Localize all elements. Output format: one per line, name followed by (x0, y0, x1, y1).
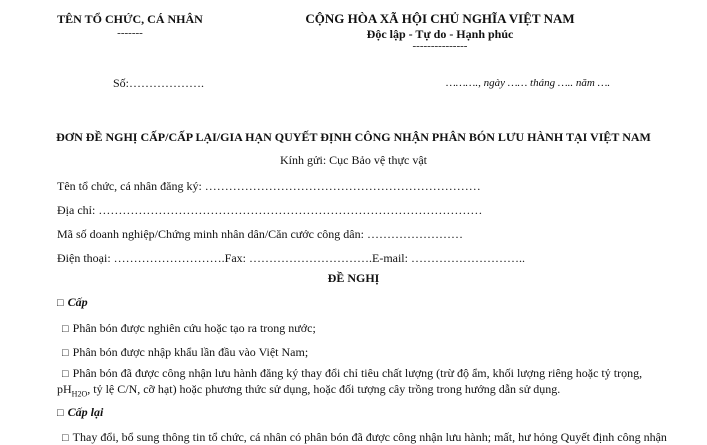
org-divider: ------- (117, 27, 143, 39)
option-cap-lai (57, 405, 103, 420)
date-line: ………., ngày …… tháng ….. năm …. (446, 77, 611, 89)
recipient-line: Kính gửi: Cục Bảo vệ thực vật (280, 153, 427, 167)
cap-item-3-line1: Phân bón đã được công nhận lưu hành đăng ký thay đổi chỉ tiêu chất lượng (trừ độ ẩm, khối lượng riêng hoặc tỷ trọng, (72, 366, 643, 380)
cap-item-2 (62, 345, 308, 360)
cap-lai-item-1-text: Thay đổi, bổ sung thông tin tổ chức, cá nhân có phân bón đã được công nhận lưu hành; mất, hư hỏng Quyết định công nhận (72, 430, 667, 444)
checkbox-icon[interactable]: □ (57, 297, 64, 309)
checkbox-icon[interactable]: □ (62, 432, 69, 444)
ph-subscript: H2O (71, 389, 88, 399)
document-number: Số:………………. (113, 76, 205, 90)
cap-lai-item-1 (62, 430, 667, 445)
cap-item-3 (62, 366, 642, 381)
option-cap-label: Cấp (67, 295, 88, 309)
motto-divider: --------------- (412, 40, 468, 52)
checkbox-icon[interactable]: □ (62, 347, 69, 359)
field-id-number: Mã số doanh nghiệp/Chứng minh nhân dân/Căn cước công dân: …………………… (57, 227, 463, 241)
field-org-register: Tên tổ chức, cá nhân đăng ký: …………………………………………………………… (57, 179, 481, 193)
ph-text: pH (57, 382, 72, 396)
document-title: ĐƠN ĐỀ NGHỊ CẤP/CẤP LẠI/GIA HẠN QUYẾT ĐỊNH CÔNG NHẬN PHÂN BÓN LƯU HÀNH TẠI VIỆT NAM (56, 130, 651, 144)
cap-item-3-line2: , tỷ lệ C/N, cỡ hạt) hoặc phương thức sử dụng, hoặc đối tượng cây trồng trong hướng dẫn sử dụng. (87, 382, 561, 396)
cap-item-1-text: Phân bón được nghiên cứu hoặc tạo ra trong nước; (72, 321, 316, 335)
motto: Độc lập - Tự do - Hạnh phúc (366, 27, 514, 41)
checkbox-icon[interactable]: □ (62, 323, 69, 335)
cap-item-2-text: Phân bón được nhập khẩu lần đầu vào Việt Nam; (72, 345, 309, 359)
org-name: TÊN TỔ CHỨC, CÁ NHÂN (57, 12, 203, 26)
field-contact: Điện thoại: ……………………….Fax: ………………………….E-mail: ……………………….. (57, 251, 525, 265)
option-cap-lai-label: Cấp lại (67, 405, 104, 419)
field-address: Địa chỉ: …………………………………………………………………………………… (57, 203, 483, 217)
nation-heading: CỘNG HÒA XÃ HỘI CHỦ NGHĨA VIỆT NAM (305, 11, 575, 26)
option-cap (57, 295, 88, 310)
cap-item-1 (62, 321, 316, 336)
checkbox-icon[interactable]: □ (62, 368, 69, 380)
section-title: ĐỀ NGHỊ (327, 271, 380, 285)
checkbox-icon[interactable]: □ (57, 407, 64, 419)
cap-item-3-continued (57, 382, 560, 398)
